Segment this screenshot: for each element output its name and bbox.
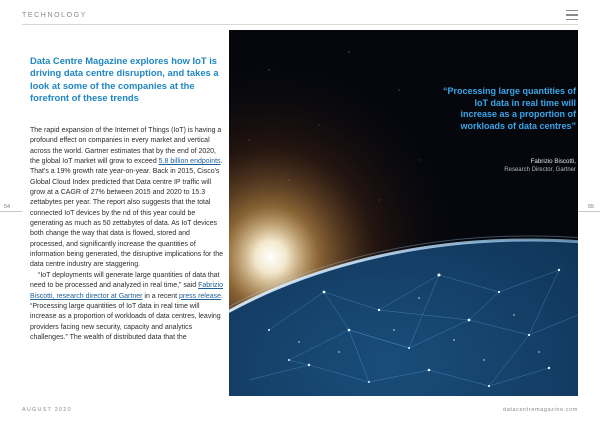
body-paragraph-1 [30,126,225,271]
endpoints-link[interactable]: 5.8 billion endpoints [158,158,221,166]
page-number-rule-right [578,211,600,212]
body-p2-mid: in a recent [142,292,180,300]
body-p1-start: The rapid expansion of the Internet of Things (IoT) is having a profound effect on companies in every market and vertical across the world. Gartner estimates that by the end of 2020, the global IoT market will grow to exceed [30,127,222,166]
quote-author: Fabrizio Biscotti, [530,158,576,165]
hamburger-menu-icon[interactable] [566,10,578,20]
issue-date: AUGUST 2020 [22,407,72,413]
header-divider [22,24,578,25]
body-paragraph-2 [30,271,225,343]
page-number-rule-left [0,211,22,212]
biscotti-link[interactable]: Fabrizio Biscotti, research director at Gartner [30,282,224,300]
article-body [30,126,225,343]
pull-quote: “Processing large quantities of IoT data in real time will increase as a proportion of workloads of data centres” [442,86,576,131]
earth-network-image [229,30,578,396]
body-p2-end: . “Processing large quantities of IoT data in real time will increase as a proportion of workloads of data centres, leaving providers facing new security, capacity and analytics challenges.” The wealth of distributed data that the [30,292,223,341]
intro-paragraph: Data Centre Magazine explores how IoT is driving data centre disruption, and takes a look at some of the companies at the forefront of these trends [30,55,219,104]
body-p2-start: “IoT deployments will generate large quantities of data that need to be processed and analyzed in real time,” said [30,271,220,290]
quote-author-role: Research Director, Gartner [504,167,576,173]
section-label: TECHNOLOGY [22,12,88,19]
page-number-right: 55 [588,204,595,210]
page-number-left: 54 [4,204,11,210]
earth-glow-illustration [229,30,578,396]
press-release-link[interactable]: press release [179,292,222,300]
body-p1-end: . That's a 19% growth rate year-on-year. Back in 2015, Cisco's Global Cloud Index predicted that Data centre IP traffic will grow at a CAGR of 27% between 2015 and 2020 to 15.3 zettabytes per year. The report also suggests that the total connected IoT devices by the nd of this year could be generating as much as 50 zettabytes of data. As IoT devices both change the way that data is flowed, stored and processed, and significantly increase the quantities of information being generated, the disruptive implications for the data centre industry are staggering. [30,158,223,269]
website-url[interactable]: datacentremagazine.com [503,407,578,413]
